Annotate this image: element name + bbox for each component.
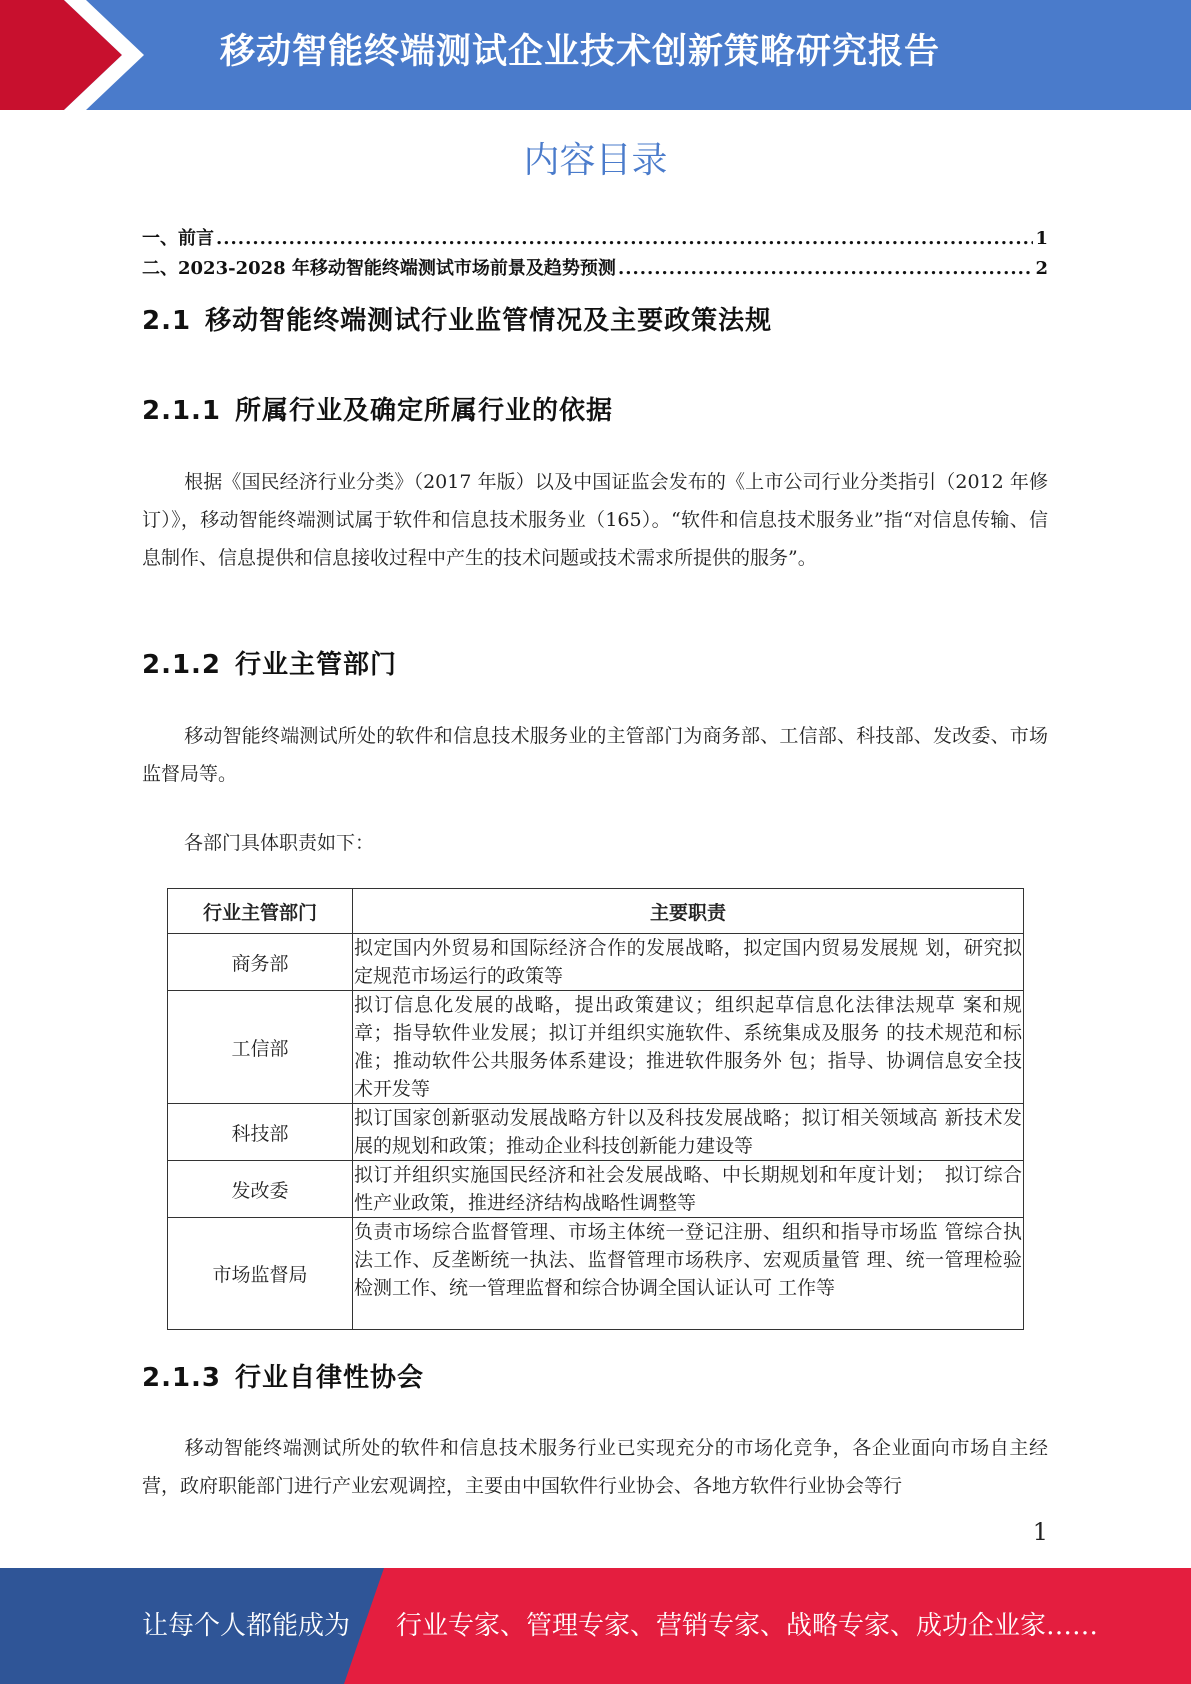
toc-item-page: 1 [1035, 228, 1048, 249]
toc-item[interactable] [142, 254, 1048, 284]
section-heading-2-1-2 [142, 644, 397, 681]
report-title: 移动智能终端测试企业技术创新策略研究报告 [220, 32, 941, 72]
paragraph-text: 根据《国民经济行业分类》（2017 年版）以及中国证监会发布的《上市公司行业分类指引（2012 年修订）》，移动智能终端测试属于软件和信息技术服务业（165）。“软件和信息技术服务业”指“对信息传输、信息制作、信息提供和信息接收过程中产生的技术问题或技术需求所提供的服务”。 [142, 471, 1048, 569]
section-title: 行业自律性协会 [235, 1363, 425, 1393]
table-row [168, 1104, 1024, 1161]
section-title: 移动智能终端测试行业监管情况及主要政策法规 [205, 306, 773, 336]
table-row [168, 934, 1024, 991]
table-header-row [168, 889, 1024, 934]
section-number: 2.1.2 [142, 650, 222, 680]
page-number: 1 [1032, 1518, 1048, 1546]
table-row [168, 1218, 1024, 1330]
duty-cell: 拟订信息化发展的战略，提出政策建议；组织起草信息化法律法规草 案和规章；指导软件业发展；拟订并组织实施软件、系统集成及服务 的技术规范和标准；推动软件公共服务体系建设；推进软件服务外 包；指导、协调信息安全技术开发等 [353, 991, 1024, 1104]
paragraph-self-regulatory-associations [142, 1429, 1048, 1505]
toc-item-label: 二、2023-2028 年移动智能终端测试市场前景及趋势预测 [142, 258, 616, 279]
toc-leader-dots [216, 228, 1033, 249]
department-cell: 科技部 [168, 1104, 353, 1161]
paragraph-competent-departments [142, 717, 1048, 793]
section-title: 行业主管部门 [235, 650, 398, 680]
report-header [0, 0, 1191, 110]
section-title: 所属行业及确定所属行业的依据 [235, 396, 614, 426]
paragraph-text: 移动智能终端测试所处的软件和信息技术服务行业已实现充分的市场化竞争，各企业面向市场自主经营，政府职能部门进行产业宏观调控，主要由中国软件行业协会、各地方软件行业协会等行 [142, 1437, 1048, 1497]
department-cell: 市场监督局 [168, 1218, 353, 1330]
duty-cell: 拟定国内外贸易和国际经济合作的发展战略，拟定国内贸易发展规 划，研究拟定规范市场运行的政策等 [353, 934, 1024, 991]
footer-slogan-left: 让每个人都能成为 [142, 1611, 351, 1641]
chevron-arrow-icon [0, 0, 160, 110]
toc-title: 内容目录 [523, 140, 668, 181]
section-heading-2-1-1 [142, 390, 613, 427]
table-row [168, 1161, 1024, 1218]
section-heading-2-1 [142, 300, 772, 337]
department-cell: 商务部 [168, 934, 353, 991]
toc-leader-dots [618, 258, 1034, 279]
section-heading-2-1-3 [142, 1357, 424, 1394]
paragraph-text: 各部门具体职责如下： [184, 832, 375, 854]
departments-table [167, 888, 1024, 1330]
toc-item[interactable] [142, 224, 1048, 254]
section-number: 2.1 [142, 306, 192, 336]
toc-item-page: 2 [1035, 258, 1048, 279]
department-cell: 工信部 [168, 991, 353, 1104]
section-number: 2.1.3 [142, 1363, 222, 1393]
column-header-department: 行业主管部门 [168, 889, 353, 934]
table-row [168, 991, 1024, 1104]
paragraph-table-intro [142, 824, 1048, 862]
duty-cell: 拟订国家创新驱动发展战略方针以及科技发展战略；拟订相关领域高 新技术发展的规划和政策；推动企业科技创新能力建设等 [353, 1104, 1024, 1161]
toc-item-label: 一、前言 [142, 228, 214, 249]
duty-cell: 负责市场综合监督管理、市场主体统一登记注册、组织和指导市场监 管综合执法工作、反垄断统一执法、监督管理市场秩序、宏观质量管 理、统一管理检验检测工作、统一管理监督和综合协调全国认证认可 工作等 [353, 1218, 1024, 1330]
table-of-contents [142, 224, 1048, 284]
duty-cell: 拟订并组织实施国民经济和社会发展战略、中长期规划和年度计划； 拟订综合性产业政策，推进经济结构战略性调整等 [353, 1161, 1024, 1218]
footer-slogan-right: 行业专家、管理专家、营销专家、战略专家、成功企业家…… [396, 1611, 1099, 1641]
paragraph-industry-basis [142, 463, 1048, 577]
paragraph-text: 移动智能终端测试所处的软件和信息技术服务业的主管部门为商务部、工信部、科技部、发改委、市场监督局等。 [142, 725, 1048, 785]
column-header-duties: 主要职责 [353, 889, 1024, 934]
section-number: 2.1.1 [142, 396, 222, 426]
report-footer [0, 1568, 1191, 1684]
department-cell: 发改委 [168, 1161, 353, 1218]
